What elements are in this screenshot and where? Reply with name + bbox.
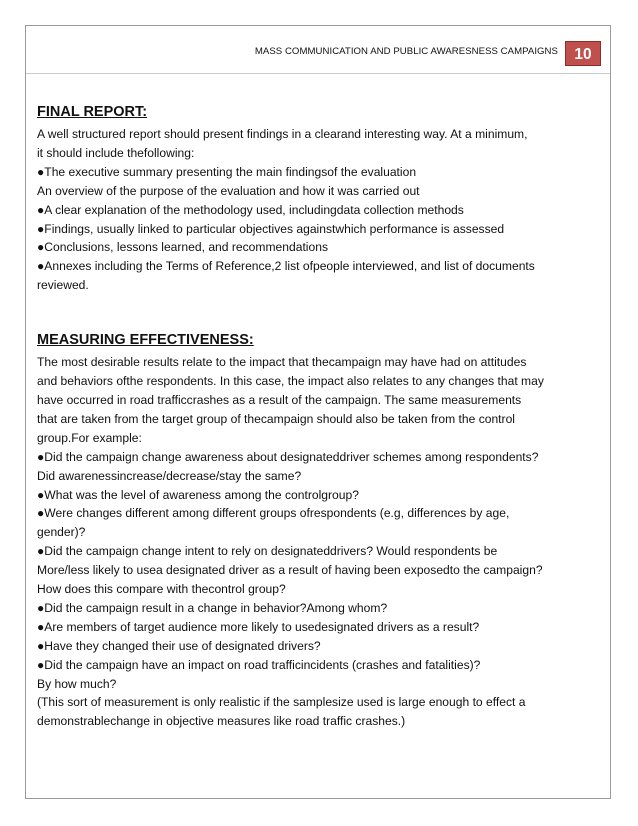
paragraph-line: A well structured report should present findings in a clearand interesting way. At a minimum, [37,127,528,141]
bullet-line: ●A clear explanation of the methodology used, includingdata collection methods [37,202,464,217]
measuring-effectiveness-section [37,331,607,731]
header-divider [26,73,610,74]
bullet-line: ●Did the campaign change intent to rely on designateddrivers? Would respondents be [37,544,498,559]
section-spacer [37,295,607,331]
bullet-line: ●Have they changed their use of designated drivers? [37,638,321,653]
paragraph-line: Did awarenessincrease/decrease/stay the same? [37,468,302,483]
bullet-line: ●Were changes different among different groups ofrespondents (e.g, differences by age, [37,506,510,521]
paragraph-line: gender)? [37,525,86,540]
section-heading-final-report: FINAL REPORT: [37,104,148,120]
paragraph-line: have occurred in road trafficcrashes as a result of the campaign. The same measurements [37,392,522,407]
paragraph-line: reviewed. [37,278,89,293]
section-heading-measuring-effectiveness: MEASURING EFFECTIVENESS: [37,332,254,349]
paragraph-line: An overview of the purpose of the evaluation and how it was carried out [37,183,420,198]
paragraph-line: How does this compare with thecontrol group? [37,582,286,597]
bullet-line: ●Findings, usually linked to particular objectives againstwhich performance is assessed [37,221,505,236]
page-header [26,38,610,66]
paragraph-line: demonstrablechange in objective measures like road traffic crashes.) [37,714,406,729]
page-frame [25,25,611,799]
bullet-line: ●Did the campaign result in a change in behavior?Among whom? [37,600,388,615]
paragraph-line: group.For example: [37,430,142,445]
paragraph-line: The most desirable results relate to the impact that thecampaign may have had on attitudes [37,355,527,370]
header-title: MASS COMMUNICATION AND PUBLIC AWARESNESS CAMPAIGNS [254,46,558,57]
bullet-line: ●What was the level of awareness among the controlgroup? [37,487,359,502]
paragraph-line: (This sort of measurement is only realistic if the samplesize used is large enough to effect a [37,695,526,710]
bullet-line: ●The executive summary presenting the main findingsof the evaluation [37,164,417,179]
bullet-line: ●Annexes including the Terms of Reference,2 list ofpeople interviewed, and list of documents [37,259,535,274]
paragraph-line: it should include thefollowing: [37,145,195,160]
document-body [37,103,607,731]
bullet-line: ●Did the campaign change awareness about designateddriver schemes among respondents? [37,449,539,464]
final-report-section [37,103,607,295]
paragraph-line: More/less likely to usea designated driver as a result of having been exposedto the campaign? [37,563,543,578]
paragraph-line: that are taken from the target group of thecampaign should also be taken from the control [37,411,515,426]
bullet-line: ●Are members of target audience more likely to usedesignated drivers as a result? [37,619,480,634]
paragraph-line: By how much? [37,676,117,691]
bullet-line: ●Did the campaign have an impact on road trafficincidents (crashes and fatalities)? [37,657,481,672]
page-number-badge: 10 [565,41,601,66]
paragraph-line: and behaviors ofthe respondents. In this case, the impact also relates to any changes that may [37,374,544,389]
bullet-line: ●Conclusions, lessons learned, and recommendations [37,240,328,255]
